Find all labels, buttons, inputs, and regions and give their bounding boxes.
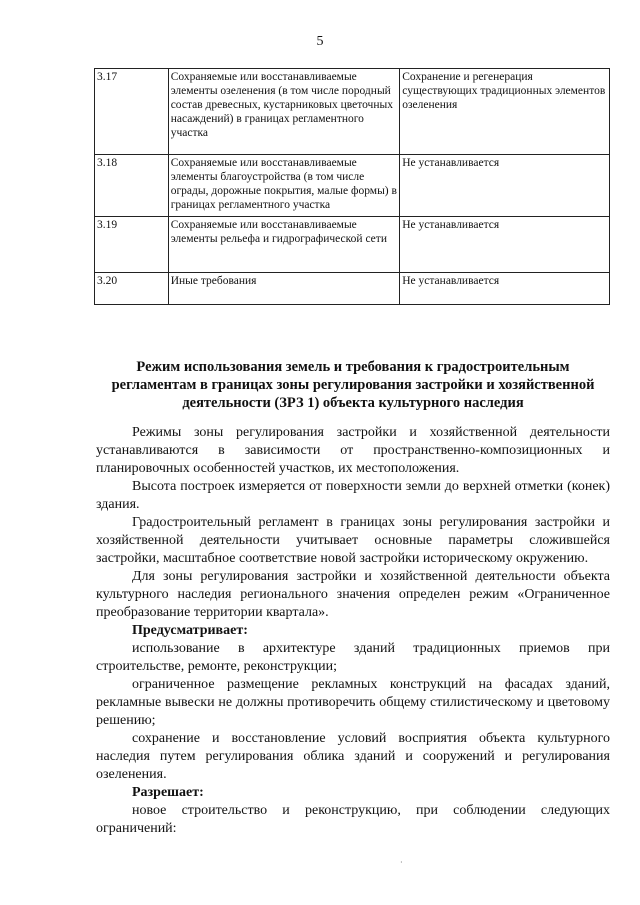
table-row	[95, 273, 610, 305]
list-item: ограниченное размещение рекламных конструкций на фасадах зданий, рекламные вывески не должны противоречить общему стилистическому и цветовому решению;	[96, 677, 610, 728]
row-requirement: Не устанавливается	[400, 155, 610, 217]
section-heading: Режим использования земель и требования к градостроительным регламентам в границах зоны регулирования застройки и хозяйственной деятельности (ЗРЗ 1) объекта культурного наследия	[111, 359, 595, 411]
row-element: Сохраняемые или восстанавливаемые элементы озеленения (в том числе породный состав древесных, кустарниковых цветочных насаждений) в границах регламентного участка	[168, 69, 400, 155]
row-element: Сохраняемые или восстанавливаемые элементы рельефа и гидрографической сети	[168, 217, 400, 273]
row-number: 3.18	[95, 155, 169, 217]
paragraph: Режимы зоны регулирования застройки и хозяйственной деятельности устанавливаются в зависимости от пространственно-композиционных и планировочных особенностей участков, их местоположения.	[96, 425, 610, 476]
row-requirement: Не устанавливается	[400, 217, 610, 273]
paragraph: Высота построек измеряется от поверхности земли до верхней отметки (конек) здания.	[96, 479, 610, 512]
permits-label: Разрешает:	[132, 785, 204, 800]
row-element: Иные требования	[168, 273, 400, 305]
list-item: использование в архитектуре зданий традиционных приемов при строительстве, ремонте, реконструкции;	[96, 641, 610, 674]
table-row	[95, 217, 610, 273]
paragraph: Градостроительный регламент в границах зоны регулирования застройки и хозяйственной деятельности учитывает основные параметры сложившейся застройки, масштабное соответствие новой застройки историческому окружению.	[96, 515, 610, 566]
provides-label: Предусматривает:	[132, 623, 248, 638]
page-number: 5	[316, 34, 324, 49]
section-body	[96, 424, 610, 838]
regulations-table	[94, 68, 610, 305]
paragraph: Для зоны регулирования застройки и хозяйственной деятельности объекта культурного наследия регионального значения определен режим «Ограниченное преобразование территории квартала».	[96, 569, 610, 620]
list-item: сохранение и восстановление условий восприятия объекта культурного наследия путем регулирования облика зданий и сооружений и регулирования озеленения.	[96, 731, 610, 782]
table-row	[95, 69, 610, 155]
row-number: 3.17	[95, 69, 169, 155]
scan-speck: ·	[400, 858, 403, 867]
list-item: новое строительство и реконструкцию, при соблюдении следующих ограничений:	[96, 803, 610, 836]
row-number: 3.19	[95, 217, 169, 273]
row-requirement: Не устанавливается	[400, 273, 610, 305]
table-row	[95, 155, 610, 217]
row-element: Сохраняемые или восстанавливаемые элементы благоустройства (в том числе ограды, дорожные покрытия, малые формы) в границах регламентного участка	[168, 155, 400, 217]
row-number: 3.20	[95, 273, 169, 305]
row-requirement: Сохранение и регенерация существующих традиционных элементов озеленения	[400, 69, 610, 155]
